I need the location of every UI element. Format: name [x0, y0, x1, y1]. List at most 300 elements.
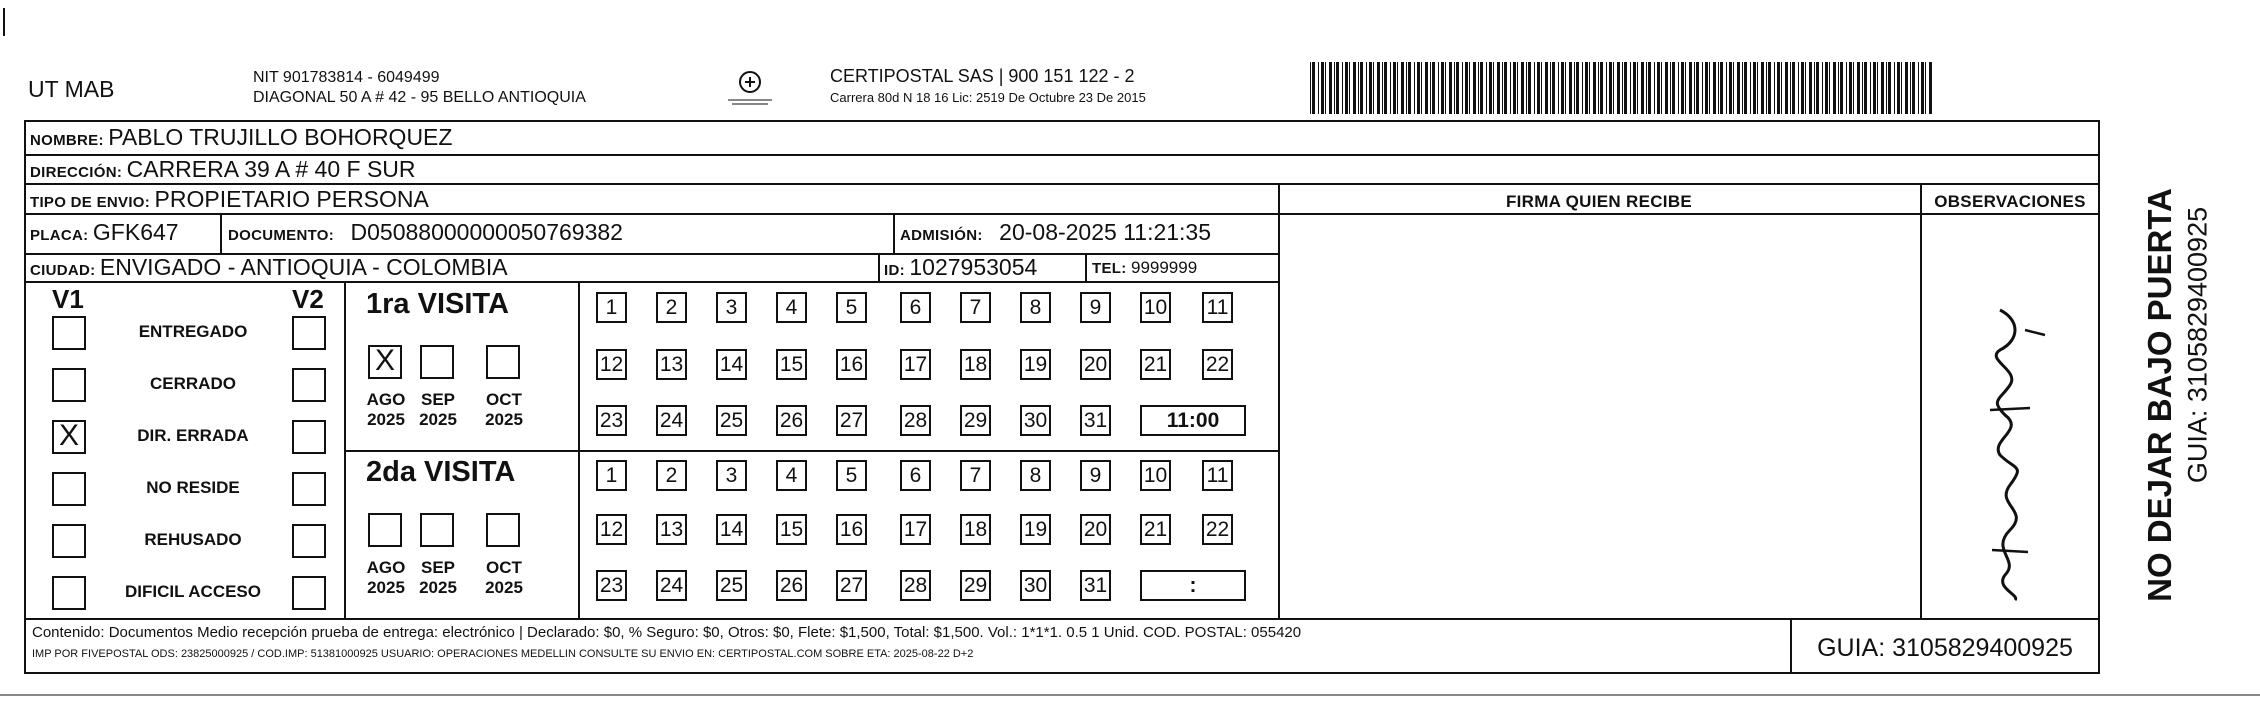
barcode-bar: [1696, 62, 1699, 114]
second-day-box[interactable]: 19: [1020, 514, 1051, 545]
barcode-bar: [1582, 62, 1583, 114]
barcode-bar: [1406, 62, 1407, 114]
v2-checkbox[interactable]: [292, 524, 326, 558]
first-day-box[interactable]: 8: [1020, 292, 1051, 323]
v1-label: V1: [52, 284, 84, 314]
placa-label: PLACA:: [30, 227, 89, 244]
barcode-bar: [1633, 62, 1636, 114]
first-day-box[interactable]: 26: [776, 405, 807, 436]
v2-label: V2: [292, 284, 324, 314]
second-day-box[interactable]: 1: [596, 460, 627, 491]
barcode-bar: [1454, 62, 1455, 114]
second-month-checkbox[interactable]: [368, 513, 402, 547]
barcode-bar: [1781, 62, 1782, 114]
carrier-logo: [712, 64, 792, 110]
documento-label: DOCUMENTO:: [228, 227, 335, 244]
tel-row: [1092, 258, 1197, 278]
first-day-box[interactable]: 7: [960, 292, 991, 323]
first-day-box[interactable]: 14: [716, 349, 747, 380]
barcode-bar: [1438, 62, 1439, 114]
barcode-bar: [1574, 62, 1575, 114]
barcode-bar: [1657, 62, 1660, 114]
first-day-box[interactable]: 4: [776, 292, 807, 323]
barcode-bar: [1318, 62, 1319, 114]
barcode-bar: [1456, 62, 1459, 114]
barcode-bar: [1430, 62, 1431, 114]
first-day-box[interactable]: 17: [900, 349, 931, 380]
barcode-bar: [1864, 62, 1867, 114]
id-value: 1027953054: [909, 254, 1038, 280]
barcode-bar: [1829, 62, 1830, 114]
barcode-bar: [1417, 62, 1420, 114]
barcode-bar: [1617, 62, 1620, 114]
barcode-bar: [1606, 62, 1607, 114]
first-visit-title: 1ra VISITA: [366, 288, 509, 320]
barcode-bar: [1541, 62, 1542, 114]
barcode-bar: [1462, 62, 1463, 114]
second-day-box[interactable]: 8: [1020, 460, 1051, 491]
barcode-bar: [1510, 62, 1511, 114]
barcode-bar: [1622, 62, 1623, 114]
barcode-bar: [1360, 62, 1363, 114]
barcode-bar: [1862, 62, 1863, 114]
status-label: NO RESIDE: [146, 478, 240, 497]
second-day-box[interactable]: 24: [656, 570, 687, 601]
barcode-bar: [1600, 62, 1603, 114]
barcode-bar: [1598, 62, 1599, 114]
barcode-bar: [1585, 62, 1588, 114]
placa-value: GFK647: [92, 219, 179, 245]
first-day-box[interactable]: 1: [596, 292, 627, 323]
barcode-bar: [1358, 62, 1359, 114]
footer-imp: IMP POR FIVEPOSTAL ODS: 23825000925 / COD.IMP: 51381000925 USUARIO: OPERACIONES MEDELLIN CONSULTE SU ENVIO EN: CERTIPOSTAL.COM SOBRE ETA: 2025-08-22 D+2: [32, 648, 974, 660]
first-day-box[interactable]: 27: [836, 405, 867, 436]
barcode-bar: [1816, 62, 1819, 114]
barcode-bar: [1384, 62, 1387, 114]
second-month-checkbox[interactable]: [420, 513, 454, 547]
barcode-bar: [1681, 62, 1684, 114]
barcode-bar: [1493, 62, 1494, 114]
barcode-bar: [1537, 62, 1540, 114]
barcode-bar: [1336, 62, 1339, 114]
ciudad-value: ENVIGADO - ANTIOQUIA - COLOMBIA: [99, 254, 508, 280]
barcode-bar: [1517, 62, 1518, 114]
barcode-bar: [1798, 62, 1799, 114]
second-day-box[interactable]: 9: [1080, 460, 1111, 491]
barcode-bar: [1694, 62, 1695, 114]
barcode-icon: [1310, 60, 1950, 116]
barcode-bar: [1310, 62, 1311, 114]
v1-checkbox[interactable]: [52, 316, 86, 350]
barcode-bar: [1733, 62, 1734, 114]
barcode-bar: [1744, 62, 1747, 114]
barcode-bar: [1425, 62, 1428, 114]
barcode-bar: [1886, 62, 1887, 114]
barcode-bar: [1648, 62, 1651, 114]
first-day-box[interactable]: 3: [716, 292, 747, 323]
carrier-logo-icon: [712, 64, 792, 110]
tipo-row: [30, 186, 429, 213]
divider: [1920, 183, 1922, 618]
second-day-box[interactable]: 7: [960, 460, 991, 491]
barcode-bar: [1912, 62, 1915, 114]
first-month-checkbox[interactable]: [420, 345, 454, 379]
barcode-bar: [1881, 62, 1884, 114]
barcode-bar: [1888, 62, 1891, 114]
second-day-box[interactable]: 22: [1202, 514, 1233, 545]
nombre-label: NOMBRE:: [30, 132, 104, 149]
tel-value: 9999999: [1130, 258, 1198, 277]
first-day-box[interactable]: 16: [836, 349, 867, 380]
barcode-bar: [1502, 62, 1503, 114]
second-day-box[interactable]: 14: [716, 514, 747, 545]
barcode-bar: [1870, 62, 1871, 114]
handwritten-signature: [1930, 290, 2090, 610]
barcode-bar: [1312, 62, 1315, 114]
direccion-value: CARRERA 39 A # 40 F SUR: [126, 156, 416, 182]
barcode-bar: [1805, 62, 1806, 114]
divider: [878, 253, 880, 281]
first-time-box[interactable]: 11:00: [1140, 405, 1246, 436]
barcode-bar: [1576, 62, 1579, 114]
first-day-box[interactable]: 31: [1080, 405, 1111, 436]
status-label: CERRADO: [150, 374, 236, 393]
barcode-bar: [1613, 62, 1614, 114]
barcode-bar: [1729, 62, 1732, 114]
barcode-bar: [1441, 62, 1444, 114]
barcode-bar: [1397, 62, 1398, 114]
barcode-bar: [1465, 62, 1468, 114]
status-label: DIR. ERRADA: [137, 426, 249, 445]
second-time-box[interactable]: :: [1140, 570, 1246, 601]
barcode-bar: [1534, 62, 1535, 114]
barcode-bar: [1366, 62, 1367, 114]
first-day-box[interactable]: 19: [1020, 349, 1051, 380]
first-day-box[interactable]: 25: [716, 405, 747, 436]
barcode-bar: [1377, 62, 1380, 114]
second-day-box[interactable]: 13: [656, 514, 687, 545]
v1-checkbox[interactable]: [52, 472, 86, 506]
barcode-bar: [1408, 62, 1411, 114]
first-day-box[interactable]: 30: [1020, 405, 1051, 436]
documento-value: D05088000000050769382: [350, 219, 623, 245]
first-day-box[interactable]: 9: [1080, 292, 1111, 323]
barcode-bar: [1334, 62, 1335, 114]
first-day-box[interactable]: 18: [960, 349, 991, 380]
barcode-bar: [1757, 62, 1758, 114]
year-label: 2025: [485, 578, 523, 597]
divider: [220, 213, 222, 253]
second-day-box[interactable]: 12: [596, 514, 627, 545]
footer-guia: GUIA: 3105829400925: [1817, 634, 2073, 662]
barcode-bar: [1774, 62, 1775, 114]
divider: [24, 281, 1278, 283]
barcode-bar: [1630, 62, 1631, 114]
barcode-bar: [1393, 62, 1396, 114]
barcode-bar: [1921, 62, 1924, 114]
divider: [893, 213, 895, 253]
second-day-box[interactable]: 26: [776, 570, 807, 601]
month-label: SEP: [420, 558, 456, 577]
first-day-box[interactable]: 6: [900, 292, 931, 323]
barcode-bar: [1737, 62, 1740, 114]
first-day-box[interactable]: 22: [1202, 349, 1233, 380]
second-day-box[interactable]: 20: [1080, 514, 1111, 545]
month-label: AGO: [366, 558, 406, 577]
barcode-bar: [1901, 62, 1902, 114]
barcode-bar: [1661, 62, 1662, 114]
barcode-bar: [1589, 62, 1590, 114]
barcode-bar: [1624, 62, 1627, 114]
second-day-box[interactable]: 27: [836, 570, 867, 601]
barcode-bar: [1349, 62, 1350, 114]
barcode-bar: [1528, 62, 1531, 114]
barcode-bar: [1342, 62, 1343, 114]
barcode-bar: [1853, 62, 1854, 114]
barcode-bar: [1432, 62, 1435, 114]
barcode-bar: [1702, 62, 1703, 114]
barcode-bar: [1857, 62, 1860, 114]
divider: [24, 183, 2100, 185]
barcode-bar: [1833, 62, 1836, 114]
barcode-bar: [1790, 62, 1791, 114]
barcode-bar: [1720, 62, 1723, 114]
v2-checkbox[interactable]: [292, 576, 326, 610]
second-day-box[interactable]: 18: [960, 514, 991, 545]
observaciones-header: OBSERVACIONES: [1934, 192, 2086, 211]
year-label: 2025: [485, 410, 523, 429]
second-day-box[interactable]: 29: [960, 570, 991, 601]
ciudad-label: CIUDAD:: [30, 262, 96, 279]
barcode-bar: [1558, 62, 1559, 114]
first-day-box[interactable]: 12: [596, 349, 627, 380]
carrier-name: CERTIPOSTAL SAS | 900 151 122 - 2: [830, 66, 1135, 86]
firma-header: FIRMA QUIEN RECIBE: [1505, 192, 1693, 211]
tel-label: TEL:: [1092, 260, 1127, 277]
barcode-bar: [1929, 62, 1932, 114]
barcode-bar: [1390, 62, 1391, 114]
v1-checkbox[interactable]: [52, 524, 86, 558]
barcode-bar: [1449, 62, 1452, 114]
month-label: SEP: [420, 390, 456, 409]
second-day-box[interactable]: 16: [836, 514, 867, 545]
barcode-bar: [1654, 62, 1655, 114]
barcode-bar: [1329, 62, 1332, 114]
nombre-value: PABLO TRUJILLO BOHORQUEZ: [108, 124, 453, 150]
barcode-bar: [1726, 62, 1727, 114]
barcode-bar: [1550, 62, 1551, 114]
barcode-bar: [1504, 62, 1507, 114]
status-label: ENTREGADO: [138, 322, 248, 341]
barcode-bar: [1345, 62, 1348, 114]
first-day-box[interactable]: 5: [836, 292, 867, 323]
second-day-box[interactable]: 6: [900, 460, 931, 491]
v2-checkbox[interactable]: [292, 472, 326, 506]
year-label: 2025: [367, 578, 405, 597]
barcode-bar: [1513, 62, 1516, 114]
barcode-bar: [1646, 62, 1647, 114]
v2-checkbox[interactable]: [292, 420, 326, 454]
id-row: [884, 254, 1037, 281]
admision-label: ADMISIÓN:: [900, 227, 983, 244]
id-label: ID:: [884, 262, 905, 279]
barcode-bar: [1469, 62, 1470, 114]
barcode-bar: [1766, 62, 1767, 114]
first-day-box[interactable]: 11: [1202, 292, 1233, 323]
barcode-bar: [1478, 62, 1479, 114]
second-day-box[interactable]: 2: [656, 460, 687, 491]
v1-checkbox[interactable]: [52, 576, 86, 610]
barcode-bar: [1445, 62, 1446, 114]
v2-checkbox[interactable]: [292, 368, 326, 402]
bottom-edge-line: [0, 694, 2260, 696]
barcode-bar: [1840, 62, 1843, 114]
barcode-bar: [1414, 62, 1415, 114]
barcode-bar: [1321, 62, 1324, 114]
first-day-box[interactable]: 20: [1080, 349, 1111, 380]
status-label: DIFICIL ACCESO: [124, 582, 261, 601]
barcode-bar: [1750, 62, 1751, 114]
barcode-bar: [1526, 62, 1527, 114]
barcode-bar: [1665, 62, 1668, 114]
barcode-bar: [1894, 62, 1895, 114]
side-warning: NO DEJAR BAJO PUERTA: [2141, 188, 2178, 602]
second-month-checkbox[interactable]: [486, 513, 520, 547]
first-day-box[interactable]: 24: [656, 405, 687, 436]
v2-checkbox[interactable]: [292, 316, 326, 350]
barcode-bar: [1678, 62, 1679, 114]
status-label: REHUSADO: [144, 530, 242, 549]
barcode-bar: [1565, 62, 1566, 114]
admision-value: 20-08-2025 11:21:35: [999, 219, 1212, 245]
divider: [1278, 183, 1280, 618]
year-label: 2025: [367, 410, 405, 429]
second-day-box[interactable]: 30: [1020, 570, 1051, 601]
first-day-box[interactable]: 13: [656, 349, 687, 380]
barcode-bar: [1718, 62, 1719, 114]
barcode-bar: [1801, 62, 1804, 114]
second-day-box[interactable]: 21: [1140, 514, 1171, 545]
second-day-box[interactable]: 17: [900, 514, 931, 545]
barcode-bar: [1545, 62, 1548, 114]
barcode-bar: [1905, 62, 1908, 114]
company-name: UT MAB: [28, 76, 115, 102]
second-day-box[interactable]: 25: [716, 570, 747, 601]
barcode-bar: [1825, 62, 1828, 114]
divider: [344, 450, 1278, 452]
barcode-bar: [1473, 62, 1476, 114]
placa-row: [30, 219, 179, 246]
second-day-box[interactable]: 4: [776, 460, 807, 491]
barcode-bar: [1609, 62, 1612, 114]
first-day-box[interactable]: 21: [1140, 349, 1171, 380]
month-label: OCT: [486, 390, 522, 409]
v1-checkbox[interactable]: [52, 368, 86, 402]
barcode-bar: [1809, 62, 1812, 114]
second-day-box[interactable]: 3: [716, 460, 747, 491]
divider: [24, 618, 2100, 620]
v1-checkbox[interactable]: X: [52, 420, 86, 454]
barcode-bar: [1561, 62, 1564, 114]
nit-text: NIT 901783814 - 6049499: [253, 69, 440, 86]
barcode-bar: [1421, 62, 1422, 114]
signature-icon: [1930, 290, 2090, 610]
barcode-bar: [1768, 62, 1771, 114]
barcode-bar: [1897, 62, 1900, 114]
second-day-box[interactable]: 15: [776, 514, 807, 545]
first-day-box[interactable]: 10: [1140, 292, 1171, 323]
barcode-bar: [1353, 62, 1356, 114]
barcode-bar: [1873, 62, 1876, 114]
year-label: 2025: [419, 578, 457, 597]
barcode-bar: [1849, 62, 1852, 114]
second-day-box[interactable]: 28: [900, 570, 931, 601]
barcode-bar: [1369, 62, 1372, 114]
divider: [2098, 183, 2100, 618]
admision-row: [900, 219, 1211, 246]
barcode-bar: [1521, 62, 1524, 114]
second-day-box[interactable]: 31: [1080, 570, 1111, 601]
barcode-bar: [1480, 62, 1483, 114]
carrier-license: Carrera 80d N 18 16 Lic: 2519 De Octubre 23 De 2015: [830, 90, 1146, 105]
barcode-bar: [1641, 62, 1644, 114]
barcode-bar: [1325, 62, 1326, 114]
barcode-bar: [1569, 62, 1572, 114]
barcode-bar: [1489, 62, 1492, 114]
barcode-bar: [1753, 62, 1756, 114]
first-day-box[interactable]: 15: [776, 349, 807, 380]
barcode-bar: [1785, 62, 1788, 114]
direccion-label: DIRECCIÓN:: [30, 164, 123, 181]
barcode-bar: [1822, 62, 1823, 114]
barcode-bar: [1777, 62, 1780, 114]
barcode-bar: [1910, 62, 1911, 114]
second-day-box[interactable]: 5: [836, 460, 867, 491]
side-guia: GUIA: 3105829400925: [2182, 206, 2213, 484]
barcode-bar: [1742, 62, 1743, 114]
barcode-bar: [1497, 62, 1500, 114]
barcode-bar: [1401, 62, 1404, 114]
barcode-bar: [1552, 62, 1555, 114]
tipo-label: TIPO DE ENVIO:: [30, 194, 151, 211]
first-month-checkbox[interactable]: X: [368, 345, 402, 379]
documento-row: [228, 219, 623, 246]
second-day-box[interactable]: 10: [1140, 460, 1171, 491]
barcode-bar: [1382, 62, 1383, 114]
second-visit-title: 2da VISITA: [366, 456, 516, 488]
first-day-box[interactable]: 23: [596, 405, 627, 436]
barcode-bar: [1689, 62, 1692, 114]
first-day-box[interactable]: 29: [960, 405, 991, 436]
tipo-value: PROPIETARIO PERSONA: [154, 186, 429, 212]
barcode-bar: [1761, 62, 1764, 114]
first-day-box[interactable]: 28: [900, 405, 931, 436]
first-day-box[interactable]: 2: [656, 292, 687, 323]
barcode-bar: [1637, 62, 1638, 114]
direccion-row: [30, 156, 416, 183]
second-day-box[interactable]: 23: [596, 570, 627, 601]
barcode-bar: [1814, 62, 1815, 114]
divider: [24, 213, 1278, 215]
barcode-bar: [1709, 62, 1710, 114]
barcode-bar: [1593, 62, 1596, 114]
second-day-box[interactable]: 11: [1202, 460, 1233, 491]
carrier-logo-text: [712, 64, 713, 65]
first-month-checkbox[interactable]: [486, 345, 520, 379]
barcode-bar: [1670, 62, 1671, 114]
divider: [1920, 213, 2100, 215]
barcode-bar: [1685, 62, 1686, 114]
